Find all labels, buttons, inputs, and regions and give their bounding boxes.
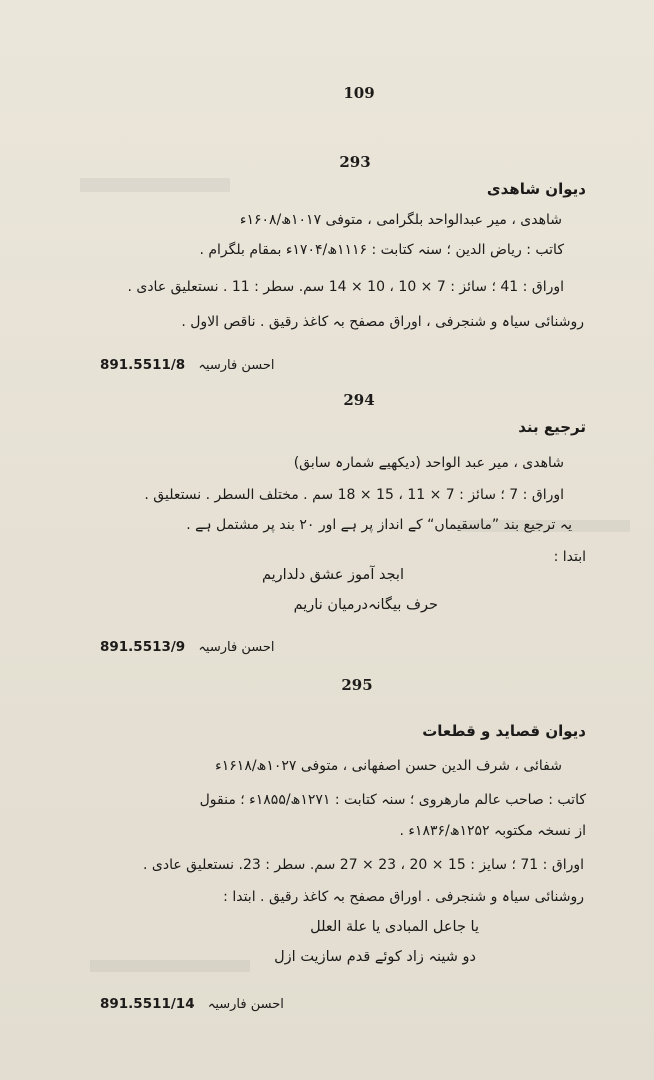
call-number: 891.5513/9 bbox=[100, 639, 186, 655]
entry-line: اوراق : 7 ؛ سائز : 7 × 11 ، 15 × 18 سم . مختلف السطر . نستعلیق . bbox=[144, 487, 564, 503]
entry-title: دیوان شاهدی bbox=[486, 180, 586, 198]
call-number: 891.5511/14 bbox=[100, 996, 195, 1012]
collection-name: احسن فارسیہ bbox=[198, 358, 275, 373]
entry-number: 295 bbox=[341, 676, 373, 694]
entry-number: 294 bbox=[343, 391, 375, 409]
entry-number: 293 bbox=[339, 153, 371, 171]
shelf-mark bbox=[100, 354, 274, 375]
page-number: 109 bbox=[343, 84, 375, 102]
shelf-mark bbox=[100, 636, 274, 657]
entry-line: یہ ترجیع بند ”ماسقیماں“ کے انداز پر ہے اور ۲۰ بند پر مشتمل ہے . bbox=[186, 517, 572, 533]
collection-name: احسن فارسیہ bbox=[198, 640, 275, 655]
entry-line: کاتب : ریاض الدین ؛ سنہ کتابت : ۱۱۱۶ھ/۱۷۰۴ء بمقام بلگرام . bbox=[199, 242, 564, 258]
entry-line: اوراق : 41 ؛ سائز : 7 × 10 ، 10 × 14 سم. سطر : 11 . نستعلیق عادی . bbox=[127, 279, 564, 295]
shelf-mark bbox=[100, 993, 284, 1014]
verse-line: حرف بیگانہ‌درمیان ناریم bbox=[293, 597, 438, 613]
entry-line: شاهدی ، میر عبدالواحد بلگرامی ، متوفی ۱۰۱۷ھ/۱۶۰۸ء bbox=[239, 212, 562, 228]
verse-line: دو شینہ زاد کوئے قدم سازیت ازل bbox=[274, 949, 476, 965]
entry-line: اوراق : 71 ؛ سایز : 15 × 20 ، 23 × 27 سم. سطر : 23. نستعلیق عادی . bbox=[143, 857, 584, 873]
entry-line: روشنائی سیاہ و شنجرفی . اوراق مصفح بہ کاغذ رقیق . ابتدا : bbox=[223, 889, 584, 905]
verse-line: ابجد آموز عشق دلداریم bbox=[261, 567, 404, 583]
entry-line: کاتب : صاحب عالم مارهروی ؛ سنہ کتابت : ۱۲۷۱ھ/۱۸۵۵ء ؛ منقول bbox=[199, 792, 586, 808]
entry-line: ابتدا : bbox=[553, 549, 586, 565]
show-through-shadow bbox=[80, 178, 230, 192]
call-number: 891.5511/8 bbox=[100, 357, 186, 373]
entry-title: ترجیع بند bbox=[518, 418, 586, 436]
show-through-shadow bbox=[90, 960, 250, 972]
entry-line: روشنائی سیاہ و شنجرفی ، اوراق مصفح بہ کاغذ رقیق . ناقص الاول . bbox=[181, 314, 584, 330]
entry-title: دیوان قصاید و قطعات bbox=[422, 722, 586, 740]
entry-line: شاهدی ، میر عبد الواحد (دیکھیے شمارہ سابق) bbox=[293, 455, 564, 471]
collection-name: احسن فارسیہ bbox=[207, 997, 284, 1012]
verse-line: یا جاعل المبادی یا علة العلل bbox=[310, 919, 479, 935]
entry-line: از نسخہ مکتوبہ ۱۲۵۲ھ/۱۸۳۶ء . bbox=[399, 823, 586, 839]
entry-line: شفائی ، شرف الدین حسن اصفهانی ، متوفی ۱۰۲۷ھ/۱۶۱۸ء bbox=[215, 758, 562, 774]
